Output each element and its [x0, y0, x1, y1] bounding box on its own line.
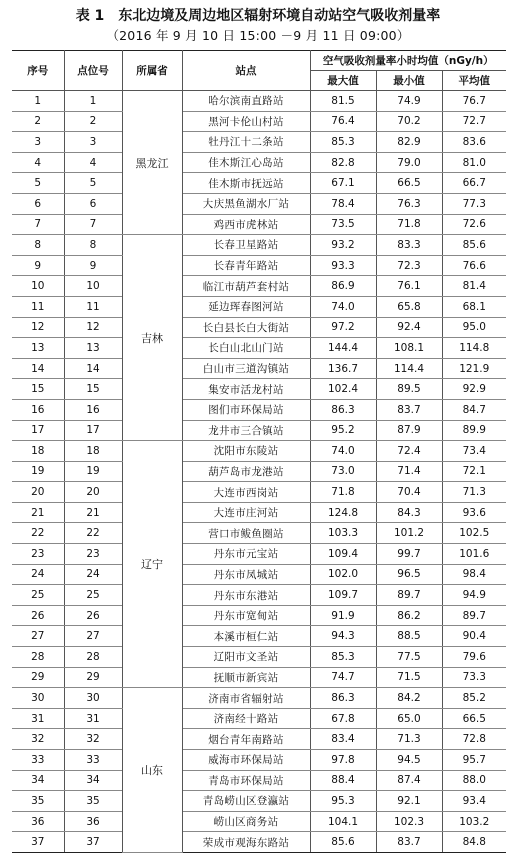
cell-point: 12 [64, 317, 122, 338]
cell-station: 集安市活龙村站 [182, 379, 310, 400]
cell-min: 70.4 [376, 482, 442, 503]
cell-avg: 73.3 [442, 667, 506, 688]
cell-min: 65.8 [376, 296, 442, 317]
cell-point: 11 [64, 296, 122, 317]
cell-point: 30 [64, 688, 122, 709]
cell-seq: 32 [12, 729, 64, 750]
table-row [12, 152, 506, 173]
cell-province: 黑龙江 [122, 91, 182, 235]
cell-max: 74.0 [310, 441, 376, 462]
cell-station: 葫芦岛市龙港站 [182, 461, 310, 482]
table-label: 表 1 [75, 8, 105, 24]
table-row [12, 111, 506, 132]
table-row [12, 626, 506, 647]
table-row [12, 276, 506, 297]
cell-station: 营口市鲅鱼圈站 [182, 523, 310, 544]
cell-avg: 114.8 [442, 338, 506, 359]
cell-point: 34 [64, 770, 122, 791]
cell-seq: 20 [12, 482, 64, 503]
cell-max: 73.5 [310, 214, 376, 235]
cell-min: 87.9 [376, 420, 442, 441]
cell-avg: 81.0 [442, 152, 506, 173]
cell-station: 黑河卡伦山村站 [182, 111, 310, 132]
cell-seq: 21 [12, 502, 64, 523]
cell-station: 烟台青年南路站 [182, 729, 310, 750]
cell-seq: 25 [12, 585, 64, 606]
table-row [12, 173, 506, 194]
cell-max: 85.6 [310, 832, 376, 853]
cell-avg: 90.4 [442, 626, 506, 647]
cell-point: 36 [64, 811, 122, 832]
table-title [0, 6, 516, 26]
cell-max: 94.3 [310, 626, 376, 647]
table-row [12, 770, 506, 791]
cell-max: 95.2 [310, 420, 376, 441]
cell-station: 青岛崂山区登瀛站 [182, 791, 310, 812]
cell-min: 114.4 [376, 358, 442, 379]
cell-min: 66.5 [376, 173, 442, 194]
cell-seq: 15 [12, 379, 64, 400]
cell-avg: 95.7 [442, 750, 506, 771]
table-row [12, 647, 506, 668]
cell-point: 5 [64, 173, 122, 194]
cell-seq: 23 [12, 544, 64, 565]
cell-seq: 34 [12, 770, 64, 791]
cell-avg: 92.9 [442, 379, 506, 400]
cell-seq: 31 [12, 708, 64, 729]
cell-min: 71.4 [376, 461, 442, 482]
cell-point: 7 [64, 214, 122, 235]
table-row [12, 544, 506, 565]
cell-max: 73.0 [310, 461, 376, 482]
cell-min: 70.2 [376, 111, 442, 132]
cell-min: 92.4 [376, 317, 442, 338]
cell-seq: 27 [12, 626, 64, 647]
cell-station: 辽阳市文圣站 [182, 647, 310, 668]
cell-seq: 10 [12, 276, 64, 297]
cell-province: 辽宁 [122, 441, 182, 688]
cell-avg: 93.4 [442, 791, 506, 812]
cell-point: 28 [64, 647, 122, 668]
cell-point: 9 [64, 255, 122, 276]
cell-seq: 26 [12, 605, 64, 626]
cell-point: 16 [64, 399, 122, 420]
cell-max: 82.8 [310, 152, 376, 173]
cell-max: 67.8 [310, 708, 376, 729]
cell-point: 37 [64, 832, 122, 853]
cell-max: 109.7 [310, 585, 376, 606]
cell-min: 83.7 [376, 832, 442, 853]
table-row [12, 667, 506, 688]
cell-min: 88.5 [376, 626, 442, 647]
cell-max: 93.3 [310, 255, 376, 276]
table-row [12, 193, 506, 214]
cell-avg: 101.6 [442, 544, 506, 565]
cell-station: 大庆黑鱼湖水厂站 [182, 193, 310, 214]
cell-station: 威海市环保局站 [182, 750, 310, 771]
cell-avg: 98.4 [442, 564, 506, 585]
cell-max: 136.7 [310, 358, 376, 379]
table-row [12, 688, 506, 709]
cell-point: 35 [64, 791, 122, 812]
cell-seq: 3 [12, 132, 64, 153]
cell-max: 67.1 [310, 173, 376, 194]
cell-max: 76.4 [310, 111, 376, 132]
cell-seq: 22 [12, 523, 64, 544]
cell-max: 85.3 [310, 132, 376, 153]
cell-seq: 19 [12, 461, 64, 482]
cell-point: 3 [64, 132, 122, 153]
header-group: 空气吸收剂量率小时均值（nGy/h） [310, 51, 506, 71]
cell-point: 6 [64, 193, 122, 214]
header-max: 最大值 [310, 71, 376, 91]
cell-avg: 93.6 [442, 502, 506, 523]
cell-station: 沈阳市东陵站 [182, 441, 310, 462]
cell-point: 20 [64, 482, 122, 503]
header-min: 最小值 [376, 71, 442, 91]
cell-min: 77.5 [376, 647, 442, 668]
cell-avg: 85.6 [442, 235, 506, 256]
table-row [12, 338, 506, 359]
header-seq: 序号 [12, 51, 64, 91]
cell-station: 丹东市宽甸站 [182, 605, 310, 626]
cell-max: 86.9 [310, 276, 376, 297]
cell-max: 91.9 [310, 605, 376, 626]
cell-point: 31 [64, 708, 122, 729]
table-row [12, 358, 506, 379]
table-row [12, 729, 506, 750]
cell-province: 吉林 [122, 235, 182, 441]
cell-min: 84.3 [376, 502, 442, 523]
cell-min: 83.3 [376, 235, 442, 256]
cell-point: 33 [64, 750, 122, 771]
table-row [12, 832, 506, 853]
table-subtitle: （2016 年 9 月 10 日 15:00 －9 月 11 日 09:00） [106, 28, 410, 43]
cell-max: 102.0 [310, 564, 376, 585]
cell-station: 丹东市东港站 [182, 585, 310, 606]
cell-min: 86.2 [376, 605, 442, 626]
cell-min: 65.0 [376, 708, 442, 729]
table-row [12, 750, 506, 771]
cell-seq: 12 [12, 317, 64, 338]
cell-min: 71.3 [376, 729, 442, 750]
cell-station: 佳木斯市抚远站 [182, 173, 310, 194]
cell-station: 白山市三道沟镇站 [182, 358, 310, 379]
cell-station: 长白山北山门站 [182, 338, 310, 359]
table-row [12, 235, 506, 256]
cell-avg: 103.2 [442, 811, 506, 832]
cell-max: 104.1 [310, 811, 376, 832]
cell-max: 102.4 [310, 379, 376, 400]
cell-seq: 8 [12, 235, 64, 256]
cell-avg: 95.0 [442, 317, 506, 338]
cell-min: 87.4 [376, 770, 442, 791]
table-row [12, 605, 506, 626]
cell-seq: 13 [12, 338, 64, 359]
table-row [12, 420, 506, 441]
cell-point: 24 [64, 564, 122, 585]
table-row [12, 482, 506, 503]
header-point: 点位号 [64, 51, 122, 91]
table-row [12, 317, 506, 338]
cell-min: 74.9 [376, 91, 442, 112]
header-station: 站点 [182, 51, 310, 91]
cell-station: 抚顺市新宾站 [182, 667, 310, 688]
cell-avg: 84.7 [442, 399, 506, 420]
cell-max: 97.8 [310, 750, 376, 771]
cell-station: 济南市省辐射站 [182, 688, 310, 709]
cell-max: 86.3 [310, 688, 376, 709]
cell-station: 佳木斯江心岛站 [182, 152, 310, 173]
cell-station: 本溪市桓仁站 [182, 626, 310, 647]
cell-point: 10 [64, 276, 122, 297]
cell-station: 大连市庄河站 [182, 502, 310, 523]
cell-max: 86.3 [310, 399, 376, 420]
cell-seq: 4 [12, 152, 64, 173]
cell-point: 27 [64, 626, 122, 647]
table-row [12, 132, 506, 153]
cell-avg: 121.9 [442, 358, 506, 379]
cell-station: 崂山区商务站 [182, 811, 310, 832]
table-row [12, 461, 506, 482]
cell-min: 108.1 [376, 338, 442, 359]
cell-station: 牡丹江十二条站 [182, 132, 310, 153]
cell-point: 29 [64, 667, 122, 688]
cell-max: 103.3 [310, 523, 376, 544]
header-avg: 平均值 [442, 71, 506, 91]
header-province: 所属省 [122, 51, 182, 91]
cell-seq: 14 [12, 358, 64, 379]
cell-point: 18 [64, 441, 122, 462]
cell-point: 1 [64, 91, 122, 112]
cell-min: 92.1 [376, 791, 442, 812]
cell-max: 88.4 [310, 770, 376, 791]
cell-seq: 7 [12, 214, 64, 235]
cell-max: 81.5 [310, 91, 376, 112]
cell-max: 71.8 [310, 482, 376, 503]
cell-station: 青岛市环保局站 [182, 770, 310, 791]
cell-min: 89.7 [376, 585, 442, 606]
cell-station: 大连市西岗站 [182, 482, 310, 503]
cell-seq: 28 [12, 647, 64, 668]
cell-point: 13 [64, 338, 122, 359]
cell-point: 14 [64, 358, 122, 379]
cell-avg: 68.1 [442, 296, 506, 317]
cell-min: 83.7 [376, 399, 442, 420]
table-row [12, 811, 506, 832]
cell-seq: 30 [12, 688, 64, 709]
cell-station: 延边珲春图河站 [182, 296, 310, 317]
cell-point: 25 [64, 585, 122, 606]
cell-avg: 89.7 [442, 605, 506, 626]
cell-seq: 24 [12, 564, 64, 585]
cell-station: 荣成市观海东路站 [182, 832, 310, 853]
cell-avg: 79.6 [442, 647, 506, 668]
cell-point: 2 [64, 111, 122, 132]
cell-min: 79.0 [376, 152, 442, 173]
cell-max: 97.2 [310, 317, 376, 338]
cell-min: 76.3 [376, 193, 442, 214]
cell-seq: 16 [12, 399, 64, 420]
table-row [12, 708, 506, 729]
table-body [12, 91, 506, 853]
cell-point: 4 [64, 152, 122, 173]
cell-point: 22 [64, 523, 122, 544]
cell-avg: 71.3 [442, 482, 506, 503]
cell-station: 哈尔滨南直路站 [182, 91, 310, 112]
cell-avg: 89.9 [442, 420, 506, 441]
cell-min: 72.4 [376, 441, 442, 462]
cell-station: 临江市葫芦套村站 [182, 276, 310, 297]
cell-point: 23 [64, 544, 122, 565]
cell-min: 72.3 [376, 255, 442, 276]
cell-avg: 72.8 [442, 729, 506, 750]
cell-seq: 5 [12, 173, 64, 194]
cell-point: 21 [64, 502, 122, 523]
cell-seq: 36 [12, 811, 64, 832]
cell-station: 济南经十路站 [182, 708, 310, 729]
cell-station: 长春青年路站 [182, 255, 310, 276]
cell-min: 102.3 [376, 811, 442, 832]
table-row [12, 214, 506, 235]
cell-seq: 2 [12, 111, 64, 132]
cell-min: 71.8 [376, 214, 442, 235]
cell-station: 丹东市凤城站 [182, 564, 310, 585]
cell-seq: 33 [12, 750, 64, 771]
cell-avg: 102.5 [442, 523, 506, 544]
cell-point: 19 [64, 461, 122, 482]
cell-max: 85.3 [310, 647, 376, 668]
table-row [12, 255, 506, 276]
cell-station: 龙井市三合镇站 [182, 420, 310, 441]
cell-station: 长春卫星路站 [182, 235, 310, 256]
cell-seq: 18 [12, 441, 64, 462]
cell-avg: 73.4 [442, 441, 506, 462]
table-row [12, 523, 506, 544]
cell-min: 71.5 [376, 667, 442, 688]
cell-avg: 77.3 [442, 193, 506, 214]
cell-avg: 66.5 [442, 708, 506, 729]
cell-min: 94.5 [376, 750, 442, 771]
cell-seq: 17 [12, 420, 64, 441]
cell-avg: 76.6 [442, 255, 506, 276]
cell-seq: 29 [12, 667, 64, 688]
cell-min: 101.2 [376, 523, 442, 544]
table-row [12, 502, 506, 523]
cell-point: 26 [64, 605, 122, 626]
cell-station: 图们市环保局站 [182, 399, 310, 420]
table-row [12, 791, 506, 812]
cell-seq: 1 [12, 91, 64, 112]
cell-min: 89.5 [376, 379, 442, 400]
cell-avg: 76.7 [442, 91, 506, 112]
cell-max: 78.4 [310, 193, 376, 214]
cell-max: 124.8 [310, 502, 376, 523]
table-row [12, 585, 506, 606]
cell-avg: 72.1 [442, 461, 506, 482]
cell-avg: 88.0 [442, 770, 506, 791]
cell-min: 84.2 [376, 688, 442, 709]
cell-max: 74.0 [310, 296, 376, 317]
cell-province: 山东 [122, 688, 182, 853]
cell-avg: 66.7 [442, 173, 506, 194]
table-row [12, 296, 506, 317]
table-row [12, 91, 506, 112]
cell-station: 鸡西市虎林站 [182, 214, 310, 235]
cell-avg: 85.2 [442, 688, 506, 709]
cell-seq: 11 [12, 296, 64, 317]
cell-min: 76.1 [376, 276, 442, 297]
table-row [12, 379, 506, 400]
cell-seq: 35 [12, 791, 64, 812]
cell-point: 32 [64, 729, 122, 750]
cell-max: 95.3 [310, 791, 376, 812]
table-row [12, 399, 506, 420]
cell-min: 82.9 [376, 132, 442, 153]
cell-avg: 84.8 [442, 832, 506, 853]
cell-station: 丹东市元宝站 [182, 544, 310, 565]
cell-avg: 83.6 [442, 132, 506, 153]
cell-max: 109.4 [310, 544, 376, 565]
cell-point: 15 [64, 379, 122, 400]
cell-min: 99.7 [376, 544, 442, 565]
cell-point: 8 [64, 235, 122, 256]
cell-avg: 94.9 [442, 585, 506, 606]
cell-station: 长白县长白大街站 [182, 317, 310, 338]
cell-avg: 72.7 [442, 111, 506, 132]
dose-rate-table [12, 50, 506, 853]
table-row [12, 564, 506, 585]
table-row [12, 441, 506, 462]
cell-seq: 6 [12, 193, 64, 214]
table-title-text: 东北边境及周边地区辐射环境自动站空气吸收剂量率 [118, 8, 441, 24]
cell-min: 96.5 [376, 564, 442, 585]
cell-avg: 81.4 [442, 276, 506, 297]
cell-max: 144.4 [310, 338, 376, 359]
cell-max: 93.2 [310, 235, 376, 256]
cell-seq: 37 [12, 832, 64, 853]
cell-seq: 9 [12, 255, 64, 276]
cell-max: 74.7 [310, 667, 376, 688]
cell-max: 83.4 [310, 729, 376, 750]
cell-avg: 72.6 [442, 214, 506, 235]
cell-point: 17 [64, 420, 122, 441]
